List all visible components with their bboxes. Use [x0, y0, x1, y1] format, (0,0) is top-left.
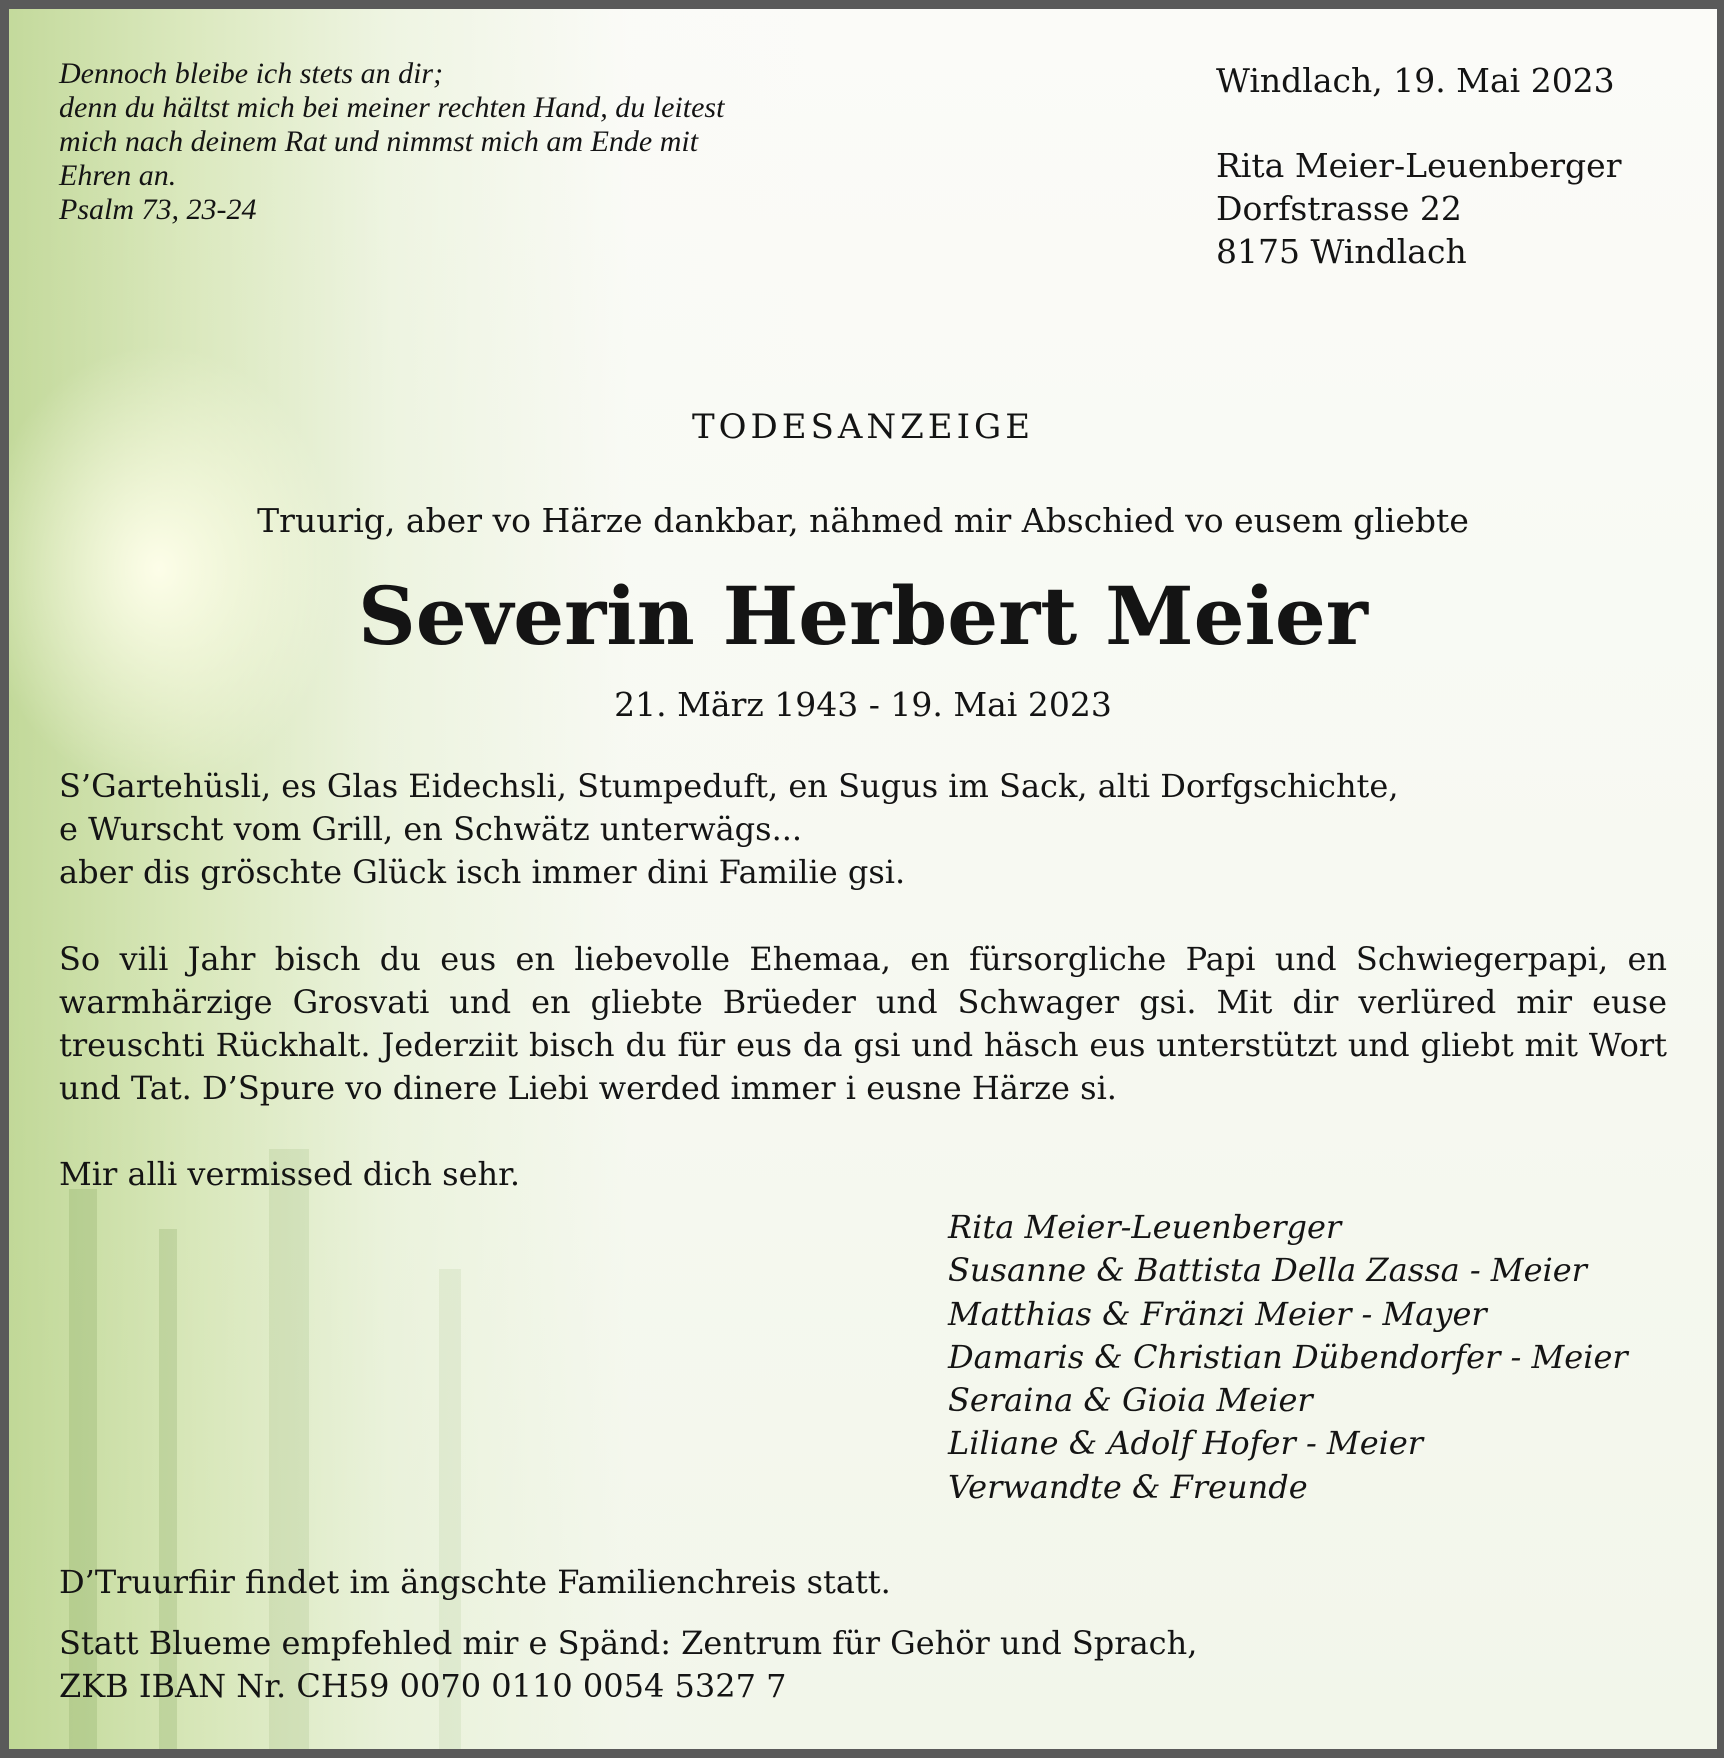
- mourner: Susanne & Battista Della Zassa - Meier: [948, 1251, 1587, 1290]
- intro-line: Truurig, aber vo Härze dankbar, nähmed mir Abschied vo eusem gliebte: [257, 501, 1469, 540]
- mourner: Rita Meier-Leuenberger: [948, 1208, 1342, 1246]
- memories-line: e Wurscht vom Grill, en Schwätz unterwägs...: [59, 810, 803, 848]
- tribute-paragraph: So vili Jahr bisch du eus en liebevolle Ehemaa, en fürsorgliche Papi und Schwiegerpapi, en warmhärzige Grosvati und en gliebte Brüeder und Schwager gsi. Mit dir verlüred mir euse treuschti Rückhalt. Jederziit bisch du für eus da gsi und häsch eus unterstützt und gliebt mit Wort und Tat. D’Spure vo dinere Liebi werded immer i eusne Härze si.: [59, 940, 1667, 1107]
- psalm-reference: Psalm 73, 23-24: [59, 193, 257, 226]
- memories-line: S’Gartehüsli, es Glas Eidechsli, Stumpeduft, en Sugus im Sack, alti Dorfgschichte,: [59, 767, 1399, 805]
- obituary-notice: [9, 9, 1717, 1749]
- donation-note: [59, 1622, 1667, 1708]
- sender-street: Dorfstrasse 22: [1216, 189, 1462, 228]
- mourner: Matthias & Fränzi Meier - Mayer: [948, 1294, 1487, 1333]
- sender-name: Rita Meier-Leuenberger: [1216, 146, 1622, 185]
- sender-city: 8175 Windlach: [1216, 232, 1467, 271]
- psalm-quote: [59, 57, 724, 227]
- notice-heading: TODESANZEIGE: [691, 407, 1035, 447]
- psalm-line: mich nach deinem Rat und nimmst mich am Ende mit: [59, 125, 699, 158]
- donation-iban: ZKB IBAN Nr. CH59 0070 0110 0054 5327 7: [59, 1667, 787, 1705]
- psalm-line: Ehren an.: [59, 159, 177, 192]
- donation-line: Statt Blueme empfehled mir e Spänd: Zentrum für Gehör und Sprach,: [59, 1624, 1198, 1662]
- mourner: Damaris & Christian Dübendorfer - Meier: [948, 1337, 1628, 1376]
- mourners-list: [948, 1206, 1628, 1509]
- place-date: Windlach, 19. Mai 2023: [1216, 61, 1615, 100]
- life-dates: 21. März 1943 - 19. Mai 2023: [614, 685, 1112, 724]
- deceased-name: Severin Herbert Meier: [358, 569, 1368, 663]
- mourner: Verwandte & Freunde: [948, 1467, 1308, 1506]
- psalm-line: Dennoch bleibe ich stets an dir;: [59, 57, 444, 90]
- memories-line: aber dis gröschte Glück isch immer dini Familie gsi.: [59, 853, 906, 891]
- closing-line: Mir alli vermissed dich sehr.: [59, 1155, 521, 1193]
- sender-address: [1216, 59, 1622, 273]
- mourner: Liliane & Adolf Hofer - Meier: [948, 1424, 1424, 1463]
- mourner: Seraina & Gioia Meier: [948, 1381, 1313, 1420]
- psalm-line: denn du hältst mich bei meiner rechten Hand, du leitest: [59, 91, 725, 124]
- memories-paragraph: [59, 765, 1667, 894]
- funeral-note: D’Truurfiir findet im ängschte Familienchreis statt.: [59, 1563, 891, 1601]
